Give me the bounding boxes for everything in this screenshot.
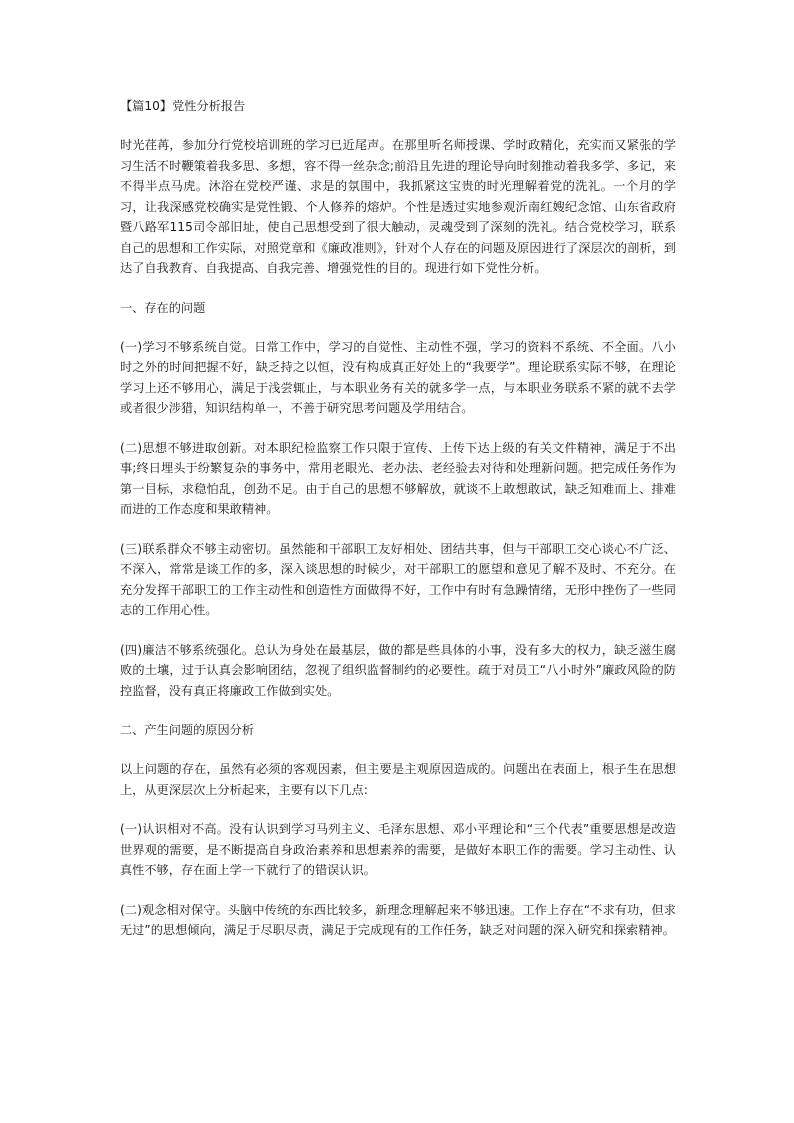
document-page — [120, 96, 676, 960]
cause-paragraph-awareness: (一)认识相对不高。没有认识到学习马列主义、毛泽东思想、邓小平理论和“三个代表”重要思想是改造世界观的需要，是不断提高自身政治素养和思想素养的需要，是做好本职工作的需要。学习主动性、认真性不够，存在面上学一下就行了的错误认识。 — [120, 822, 676, 877]
section-heading-causes: 二、产生问题的原因分析 — [120, 723, 255, 737]
causes-intro-paragraph: 以上问题的存在，虽然有必须的客观因素，但主要是主观原因造成的。问题出在表面上，根子生在思想上，从更深层次上分析起来，主要有以下几点: — [120, 762, 676, 797]
problem-paragraph-masses: (三)联系群众不够主动密切。虽然能和干部职工友好相处、团结共事，但与干部职工交心谈心不广泛、不深入，常常是谈工作的多，深入谈思想的时候少，对干部职工的愿望和意见了解不及时、不充分。在充分发挥干部职工的工作主动性和创造性方面做得不好，工作中有时有急躁情绪，无形中挫伤了一些同志的工作用心性。 — [120, 541, 676, 617]
problem-paragraph-study: (一)学习不够系统自觉。日常工作中，学习的自觉性、主动性不强，学习的资料不系统、不全面。八小时之外的时间把握不好，缺乏持之以恒，没有构成真正好处上的“我要学”。理论联系实际不够，在理论学习上还不够用心，满足于浅尝辄止，与本职业务有关的就多学一点，与本职业务联系不紧的就不去学或者很少涉猎，知识结构单一，不善于研究思考问题及学用结合。 — [120, 339, 676, 415]
intro-paragraph: 时光荏苒，参加分行党校培训班的学习已近尾声。在那里听名师授课、学时政精化，充实而又紧张的学习生活不时鞭策着我多思、多想，容不得一丝杂念;前沿且先进的理论导向时刻推动着我多学、多记，来不得半点马虎。沐浴在党校严谨、求是的氛围中，我抓紧这宝贵的时光理解着党的洗礼。一个月的学习，让我深感党校确实是党性锻、个人修养的熔炉。个性是透过实地参观沂南红嫂纪念馆、山东省政府暨八路军115司令部旧址，使自己思想受到了很大触动，灵魂受到了深刻的洗礼。结合党校学习，联系自己的思想和工作实际，对照党章和《廉政准则》，针对个人存在的问题及原因进行了深层次的剖析，到达了自我教育、自我提高、自我完善、增强党性的目的。现进行如下党性分析。 — [120, 138, 676, 275]
cause-paragraph-conservative: (二)观念相对保守。头脑中传统的东西比较多，新理念理解起来不够迅速。工作上存在“不求有功，但求无过”的思想倾向，满足于尽职尽责，满足于完成现有的工作任务，缺乏对问题的深入研究和探索精神。 — [120, 902, 676, 937]
problem-paragraph-integrity: (四)廉洁不够系统强化。总认为身处在最基层，做的都是些具体的小事，没有多大的权力，缺乏滋生腐败的土壤，过于认真会影响团结，忽视了组织监督制约的必要性。疏于对员工“八小时外”廉政风险的防控监督，没有真正将廉政工作做到实处。 — [120, 642, 676, 698]
section-heading-problems: 一、存在的问题 — [120, 300, 206, 315]
problem-paragraph-innovation: (二)思想不够进取创新。对本职纪检监察工作只限于宣传、上传下达上级的有关文件精神，满足于不出事;终日埋头于纷繁复杂的事务中，常用老眼光、老办法、老经验去对待和处理新问题。把完成任务作为第一目标，求稳怕乱，创劲不足。由于自己的思想不够解放，就谈不上敢想敢试，缺乏知难而上、排难而进的工作态度和果敢精神。 — [120, 440, 676, 516]
document-title: 【篇10】党性分析报告 — [120, 99, 246, 113]
